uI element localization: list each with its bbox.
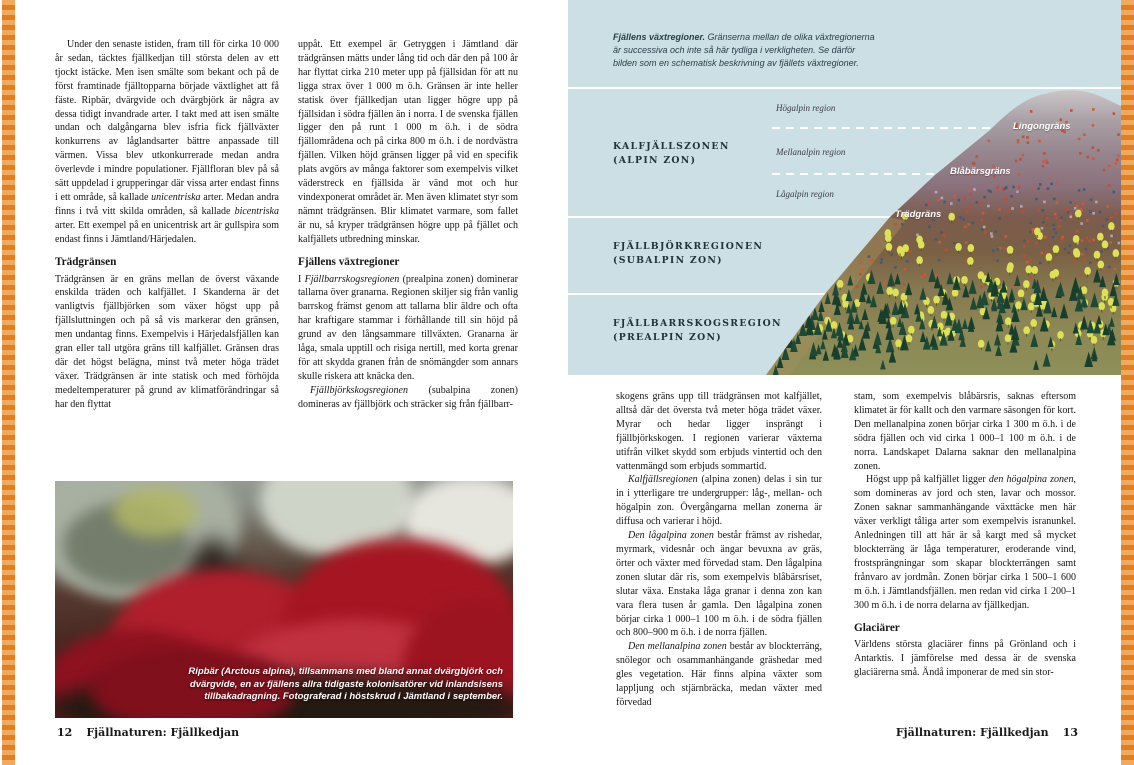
right-edge-stripe [1121, 0, 1134, 765]
right-page-column-2 [854, 390, 1076, 720]
paragraph: I Fjällbarrskogsregionen (prealpina zonen) dominerar tallarna över granarna. Regionen skiljer sig från vanlig barrskog främst genom att tallarna blir äldre och ofta har kraftigare stammar i förhållande till sin höjd på grund av den långsammare tillväxten. Granarna är låga, smala upptill och risiga nertill, med korta grenar för att skydda granen från de snömängder som annars skulle riskera att knäcka den. [298, 273, 518, 382]
paragraph: Fjällbjörkskogsregionen (subalpina zonen) domineras av fjällbjörk och sträcker sig från fjällbarr- [298, 384, 518, 410]
running-title: Fjällnaturen: Fjällkedjan [895, 726, 1049, 739]
left-page-column-1 [55, 38, 279, 474]
section-heading: Glaciärer [854, 621, 900, 634]
paragraph: Den lågalpina zonen består främst av rishedar, myrmark, videsnår och ängar bevuxna av gräs, örter och växter med förvedad stam. Den lågalpina zonen slutar där ris, som exempelvis blåbärsriset, slutar växa. Enstaka låga granar i denna zon kan vara flera tusen år gamla. Den lågalpina zonen börjar cirka 1 000–1 100 m ö.h. i de södra fjällen och 800–900 m ö.h. i de norra fjällen. [616, 530, 822, 639]
zone-label-prealpin [613, 317, 782, 344]
zone-name: FJÄLLBARRSKOGSREGION [613, 318, 782, 329]
footer-right [896, 726, 1078, 739]
section-heading: Trädgränsen [55, 255, 117, 268]
left-edge-stripe [2, 0, 15, 765]
boundary-label-tradgrans: Trädgräns [895, 209, 942, 220]
boundary-label-blabarsgrans: Blåbärsgräns [950, 166, 1011, 177]
zone-name: KALFJÄLLSZONEN [613, 141, 730, 152]
photo-ripbar [55, 481, 513, 718]
paragraph: uppåt. Ett exempel är Getryggen i Jämtland där trädgränsen mätts under lång tid och där den på 100 år har flyttat cirka 210 meter upp på fjällsidan för att nu ligga strax över 1 000 m ö.h. Gränsen är inte heller statisk över fjällkedjan utan ligger högre upp på fjällsidan i södra fjällen än i norra. I de svenska fjällen ligger den på runt 1 000 m ö.h. i de södra fjällområdena och på cirka 800 m ö.h. i de nordvästra fjällen. Vilken höjd gränsen ligger på vid en specifik plats avgörs av många faktorer som exempelvis vilket väderstreck en fjällsida är vänd mot och hur vindexponerat området är. Men även klimatet styr som nämnt trädgränsen. Blir klimatet varmare, som fallet är nu, så kryper trädgränsen högre upp på fjället och kalfjällets utbredning minskar. [298, 39, 518, 245]
subregion-mellanalpin: Mellanalpin region [776, 147, 846, 157]
section-heading: Fjällens växtregioner [298, 255, 400, 268]
zone-label-alpin [613, 140, 730, 167]
zone-paren: (ALPIN ZON) [613, 154, 697, 166]
boundary-label-lingongrans: Lingongräns [1013, 121, 1071, 132]
left-page-column-2 [298, 38, 518, 474]
paragraph: Världens största glaciärer finns på Grönland och i Antarktis. I jämförelse med dessa är de svenska glaciärerna små. Ändå imponerar de med sin stor- [854, 639, 1076, 679]
zone-name: FJÄLLBJÖRKREGIONEN [613, 241, 764, 252]
diagram-caption-rest: Gränserna mellan de olika växtregionerna är successiva och inte så här tydliga i verkligheten. Se därför bilden som en schematisk beskrivning av fjällets växtregioner. [613, 32, 875, 68]
paragraph: Högst upp på kalfjället ligger den högalpina zonen, som domineras av jord och sten, lavar och mossor. Zonen saknar sammanhängande växttäcke men här växer verkligt tåliga arter som exempelvis isranunkel. Anledningen till att här är så kargt med så mycket blockterräng är låga temperaturer, eroderande vind, frostsprängningar som skapar blockterrängen samt frånvaro av jordmån. Zonen börjar cirka 1 500–1 600 m ö.h. i Jämtlandsfjällen. men redan vid cirka 1 200–1 300 m ö.h. i de norra delarna av fjällkedjan. [854, 474, 1076, 611]
paragraph: skogens gräns upp till trädgränsen mot kalfjället, alltså där det översta två meter höga trädet växer. Myrar och hedar ligger insprängt i fjällbjörkskogen. I regionen varierar växterna utifrån vilket skydd som erbjuds vintertid och den vattenmängd som erbjuds sommartid. [616, 391, 822, 472]
subregion-lagalpin: Lågalpin region [776, 189, 834, 199]
photo-caption: Ripbär (Arctous alpina), tillsammans med bland annat dvärgbjörk och dvärgvide, en av fjällens allra tidigaste kolonisatörer vid inlandsisens tillbakadragning. Fotograferad i höstskrud i Jämtland i september. [188, 666, 503, 703]
diagram-caption [613, 31, 881, 70]
photo-lichen-shape [113, 487, 198, 537]
page-number: 12 [57, 726, 73, 739]
page-number: 13 [1062, 726, 1078, 739]
paragraph: Trädgränsen är en gräns mellan de överst växande enskilda träden och kalfjället. I Skanderna är det vanligtvis fjällbjörken som växer högst upp på fjällsluttningen och på så vis markerar den gränsen, men undantag finns. Exempelvis i Härjedalsfjällen kan gran eller tall utgöra gräns till kalfjället. Gränsen dras där det högst belägna, minst två meter höga trädet växer. Trädgränsen är inte statisk och med förhöjda medeltemperaturer på grund av klimatförändringar så har den flyttat [55, 273, 279, 410]
subregion-hogalpin: Högalpin region [776, 103, 836, 113]
zone-label-subalpin [613, 240, 763, 267]
footer-left [57, 726, 239, 739]
paragraph: stam, som exempelvis blåbärsris, saknas eftersom klimatet är för kallt och den varmare säsongen för kort. Den mellanalpina zonen börjar cirka 1 300 m ö.h. i de södra fjällen och vid cirka 1 000–1 100 m ö.h. i de norra. Landskapet Dalarna saknar den mellanalpina zonen. [854, 391, 1076, 472]
zone-paren: (SUBALPIN ZON) [613, 254, 723, 266]
paragraph: Under den senaste istiden, fram till för cirka 10 000 år sedan, täcktes fjällkedjan till största delen av ett tjockt istäcke. Men isen smälte som bekant och på de först framtinade fjälltopparna började växtlighet att få fäste. Ripbär, dvärgvide och dvärgbjörk är några av dessa tidigt invandrade arter. I takt med att isen smälte undan och dalgångarna blev isfria fick fjällväxter konkurrens av låglandsarter bättre anpassade till värmen. Vissa blev utkonkurrerade medan andra överlevde i mindre populationer. Fjällfloran blev på så sätt uppdelad i grupperingar där vissa arter endast finns i ett område, så kallade unicentriska arter. Medan andra finns i två vitt skilda områden, så kallade bicentriska arter. Ett exempel på en unicentrisk art är gullspira som endast finns i Jämtland/Härjedalen. [55, 39, 279, 245]
zone-paren: (PREALPIN ZON) [613, 331, 723, 343]
vegetation-zones-diagram [568, 0, 1121, 375]
diagram-caption-lead: Fjällens växtregioner. [613, 32, 706, 42]
paragraph: Den mellanalpina zonen består av blockterräng, snölegor och osammanhängande gräshedar med gles vegetation. Här finns alpina växter som lappljung och stjärnbräcka, medan växter med förvedad [616, 641, 822, 708]
right-page-column-1 [616, 390, 822, 720]
running-title: Fjällnaturen: Fjällkedjan [86, 726, 240, 739]
paragraph: Kalfjällsregionen (alpina zonen) delas i sin tur in i ytterligare tre undergrupper: låg-, mellan- och högalpin zon. Övergångarna mellan zonerna är diffusa och varierar i höjd. [616, 474, 822, 528]
